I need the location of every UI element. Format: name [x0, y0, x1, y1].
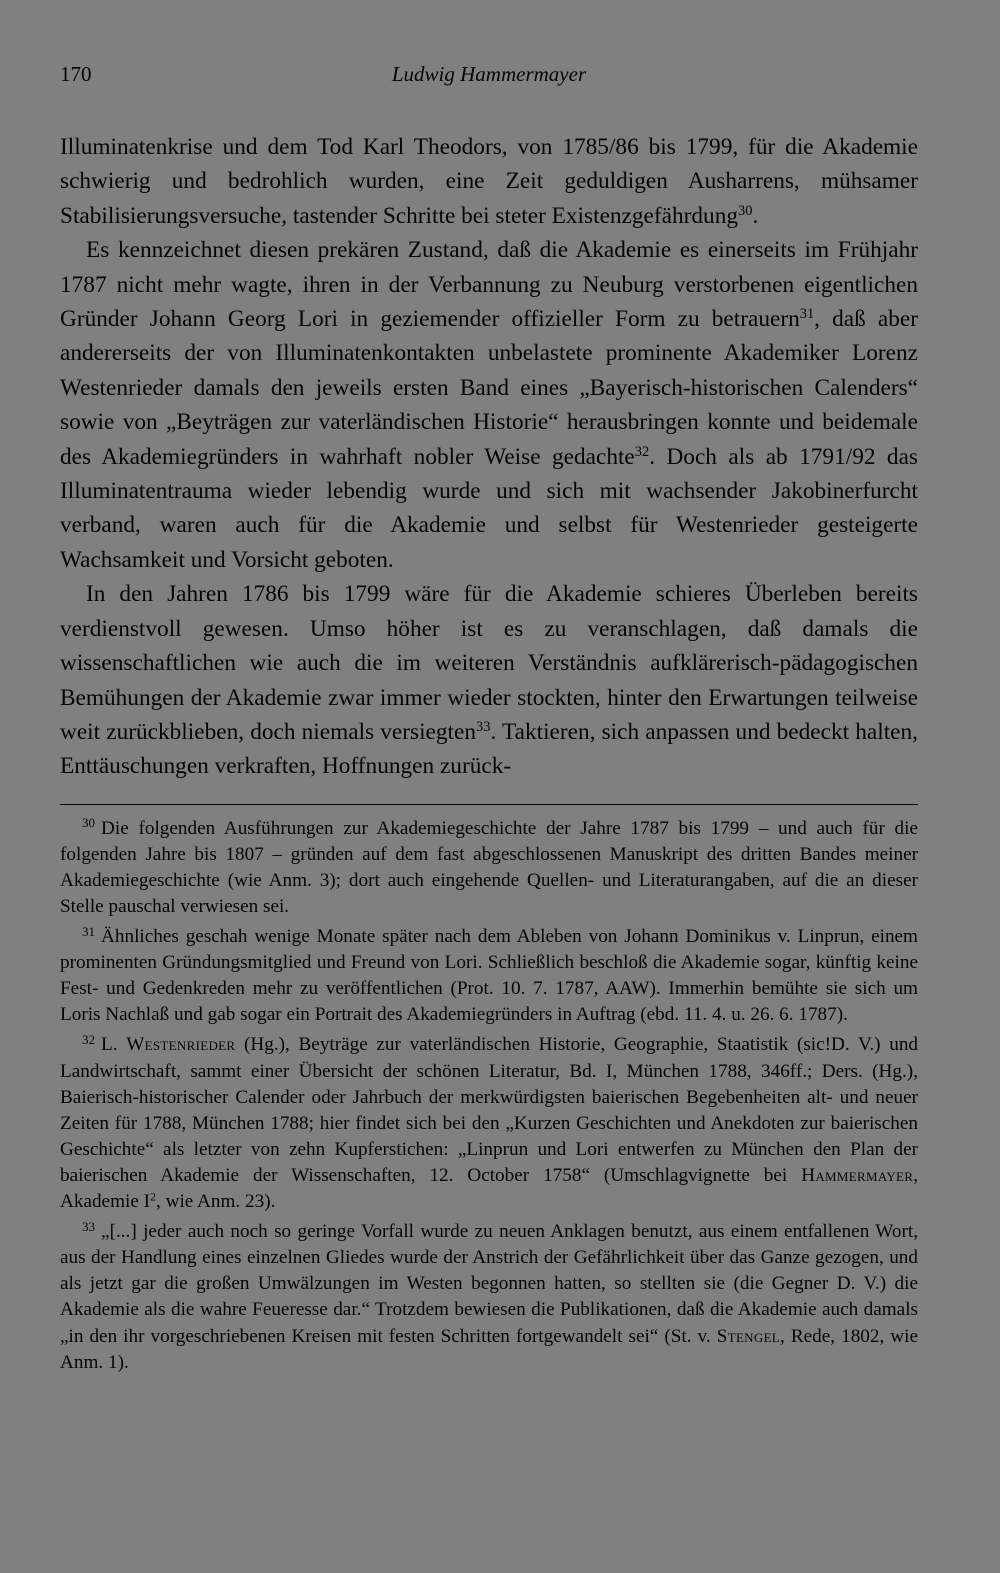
footnote-32-superscript: 2: [150, 1189, 156, 1204]
footnote-ref-32[interactable]: 32: [634, 443, 650, 460]
running-title: Ludwig Hammermayer: [391, 62, 587, 86]
footnote-31-number: 31: [82, 923, 96, 939]
footnote-31: [60, 924, 918, 1028]
paragraph-2-text-a: Es kennzeichnet diesen prekären Zustand, daß die Akademie es einerseits im Frühjahr 1787 nicht mehr wagte, ihren in der Verbannung zu Neuburg verstorbenen eigentlichen Gründer Johann Georg Lori in geziemender offizieller Form zu betrauern: [60, 237, 918, 333]
footnote-33: [60, 1219, 918, 1376]
footnote-32-text-c: , wie Anm. 23).: [156, 1191, 276, 1213]
paragraph-3-text-b: . Taktieren, sich anpassen und bedeckt halten, Enttäuschungen verkraften, Hoffnungen zurück-: [60, 718, 918, 780]
main-text: [60, 130, 918, 784]
footnote-32-text-b: , Akademie I: [60, 1164, 919, 1213]
footnote-32-initial: L.: [101, 1034, 118, 1056]
footnote-ref-31[interactable]: 31: [799, 306, 815, 323]
paragraph-3-text-a: In den Jahren 1786 bis 1799 wäre für die Akademie schieres Überleben bereits verdienstvoll gewesen. Umso höher ist es zu veranschlagen, daß damals die wissenschaftlichen wie auch die im weiteren Verständnis aufklärerisch-pädagogischen Bemühungen der Akademie zwar immer wieder stockten, hinter den Erwartungen teilweise weit zurückblieben, doch niemals versiegten: [60, 581, 918, 745]
paragraph-3: [60, 577, 918, 783]
footnote-33-author: Stengel: [716, 1325, 781, 1347]
paragraph-1-text: Illuminatenkrise und dem Tod Karl Theodors, von 1785/86 bis 1799, für die Akademie schwierig und bedrohlich wurden, eine Zeit geduldigen Ausharrens, mühsamer Stabilisierungsversuche, tastender Schritte bei steter Existenzgefährdung: [60, 134, 918, 229]
footnote-32: [60, 1032, 918, 1215]
running-head: [60, 52, 918, 96]
page-number: 170: [60, 62, 92, 86]
footnote-33-number: 33: [82, 1218, 96, 1234]
paragraph-1-tail: .: [752, 202, 759, 229]
footnote-32-author-2: Hammermayer: [801, 1164, 914, 1186]
footnote-divider: [60, 804, 918, 805]
footnote-30: [60, 816, 918, 920]
footnote-ref-33[interactable]: 33: [476, 718, 491, 735]
footnote-30-text: Die folgenden Ausführungen zur Akademiegeschichte der Jahre 1787 bis 1799 – und auch für die folgenden Jahre bis 1807 – gründen auf dem fast abgeschlossenen Manuskript des dritten Bandes meiner Akademiegeschichte (wie Anm. 3); dort auch eingehende Quellen- und Literaturangaben, auf die an dieser Stelle pauschal verwiesen sei.: [60, 817, 918, 917]
footnote-32-text-a: (Hg.), Beyträge zur vaterländischen Historie, Geographie, Staatistik (sic!D. V.) und Landwirtschaft, sammt einer Übersicht der schönen Literatur, Bd. I, München 1788, 346ff.; Ders. (Hg.), Baierisch-historischer Calender oder Jahrbuch der merkwürdigsten baierischen Begebenheiten alt- und neuer Zeiten für 1788, München 1788; hier findet sich bei den „Kurzen Geschichten und Anekdoten zur baierischen Geschichte“ als letzter von zehn Kupferstichen: „Linprun und Lori entwerfen zu München den Plan der baierischen Akademie der Wissenschaften, 12. October 1758“ (Umschlagvignette bei: [60, 1034, 919, 1186]
footnote-30-number: 30: [82, 815, 96, 831]
paragraph-2-text-b: , daß aber andererseits der von Illuminatenkontakten unbelastete prominente Akademiker Lorenz Westenrieder damals den jeweils ersten Band eines „Bayerisch-historischen Calenders“ sowie von „Beyträgen zur vaterländischen Historie“ herausbringen konnte und beidemale des Akademiegründers in wahrhaft nobler Weise gedachte: [60, 306, 918, 470]
paragraph-1: [60, 130, 918, 233]
footnotes: [60, 816, 918, 1376]
footnote-32-author: Westenrieder: [126, 1034, 236, 1056]
paragraph-2: [60, 233, 918, 577]
footnote-31-text: Ähnliches geschah wenige Monate später nach dem Ableben von Johann Dominikus v. Linprun, einem prominenten Gründungsmitglied und Freund von Lori. Schließlich beschloß die Akademie sogar, künftig keine Fest- und Gedenkreden mehr zu veröffentlichen (Prot. 10. 7. 1787, AAW). Immerhin bemühte sie sich um Loris Nachlaß und gab sogar ein Portrait des Akademiegründers in Auftrag (ebd. 11. 4. u. 26. 6. 1787).: [60, 926, 918, 1026]
footnote-ref-30[interactable]: 30: [738, 202, 753, 219]
book-page: [60, 52, 918, 1380]
footnote-32-number: 32: [82, 1031, 96, 1047]
footnote-33-text-a: „[...] jeder auch noch so geringe Vorfall wurde zu neuen Anklagen benutzt, aus einem entfallenen Wort, aus der Handlung eines einzelnen Gliedes wurde der Anstrich der Gefährlichkeit über das Ganze gezogen, und als jetzt gar die großen Umwälzungen im Westen begonnen hatten, so stellten sie (die Gegner D. V.) die Akademie als die wahre Feueresse dar.“ Trotzdem bewiesen die Publikationen, daß die Akademie auch damals „in den ihr vorgeschriebenen Kreisen mit festen Schritten fortgewandelt sei“ (St. v.: [60, 1221, 918, 1347]
footnote-33-text-b: , Rede, 1802, wie Anm. 1).: [60, 1325, 918, 1373]
paragraph-2-text-c: . Doch als ab 1791/92 das Illuminatentrauma wieder lebendig wurde und sich mit wachsender Jakobinerfurcht verband, waren auch für die Akademie und selbst für Westenrieder gesteigerte Wachsamkeit und Vorsicht geboten.: [60, 443, 918, 573]
